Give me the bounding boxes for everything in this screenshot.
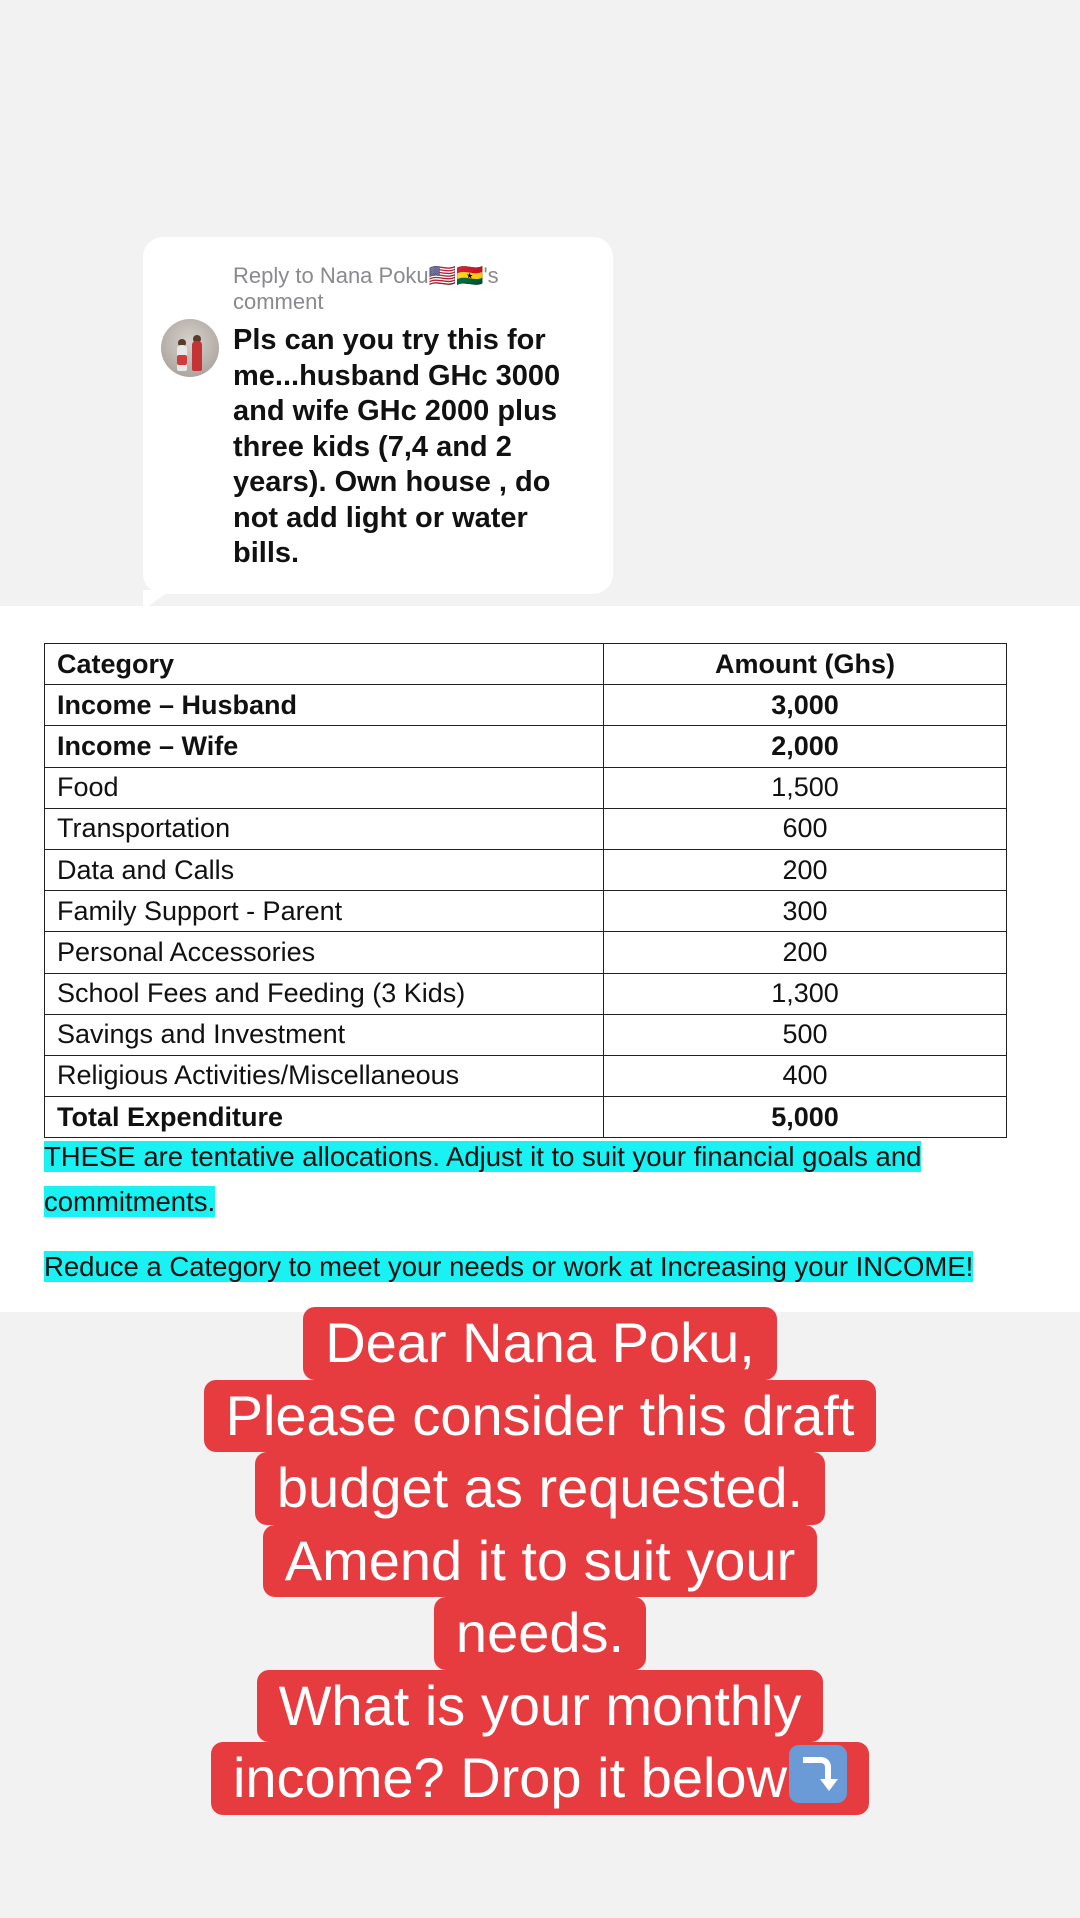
caption-line [0, 1742, 1080, 1815]
amount-cell: 1,500 [604, 767, 1007, 808]
category-cell: Food [45, 767, 604, 808]
caption-line [0, 1670, 1080, 1743]
amount-cell: 300 [604, 891, 1007, 932]
table-row [45, 932, 1007, 973]
caption-line [0, 1380, 1080, 1453]
table-row [45, 1014, 1007, 1055]
income-note [44, 1244, 1080, 1289]
category-cell: Income – Wife [45, 726, 604, 767]
column-header-amount: Amount (Ghs) [604, 644, 1007, 685]
table-row [45, 891, 1007, 932]
caption-line [0, 1307, 1080, 1380]
avatar-figure [192, 341, 202, 371]
category-cell: Savings and Investment [45, 1014, 604, 1055]
reply-header: Reply to Nana Poku🇺🇸🇬🇭's comment [233, 263, 499, 314]
table-row [45, 767, 1007, 808]
avatar-figure [177, 345, 187, 371]
category-cell: Income – Husband [45, 685, 604, 726]
amount-cell: 600 [604, 808, 1007, 849]
amount-cell: 5,000 [604, 1097, 1007, 1138]
table-header-row [45, 644, 1007, 685]
caption-overlay [0, 1307, 1080, 1815]
table-row [45, 1097, 1007, 1138]
caption-line [0, 1525, 1080, 1598]
amount-cell: 3,000 [604, 685, 1007, 726]
amount-cell: 400 [604, 1055, 1007, 1096]
income-note-text: Reduce a Category to meet your needs or work at Increasing your INCOME! [44, 1251, 974, 1282]
budget-table [44, 643, 1007, 1138]
category-cell: Personal Accessories [45, 932, 604, 973]
table-row [45, 726, 1007, 767]
category-cell: Total Expenditure [45, 1097, 604, 1138]
allocation-note [44, 1134, 1024, 1224]
caption-line [0, 1452, 1080, 1525]
amount-cell: 200 [604, 932, 1007, 973]
table-row [45, 808, 1007, 849]
caption-line-text: needs. [434, 1597, 646, 1670]
arrow-curving-down-icon [789, 1745, 847, 1803]
reply-comment-text: Pls can you try this for me...husband GHc 3000 and wife GHc 2000 plus three kids (7,4 and 2 years). Own house , do not add light or water bills. [233, 324, 561, 569]
reply-comment-card[interactable] [143, 237, 613, 594]
table-row [45, 1055, 1007, 1096]
caption-line-text: Please consider this draft [204, 1380, 877, 1453]
avatar[interactable] [161, 319, 219, 377]
amount-cell: 500 [604, 1014, 1007, 1055]
caption-line-last [211, 1742, 869, 1815]
category-cell: Data and Calls [45, 849, 604, 890]
table-row [45, 973, 1007, 1014]
allocation-note-text: THESE are tentative allocations. Adjust it to suit your financial goals and commitments. [44, 1141, 922, 1217]
caption-line [0, 1597, 1080, 1670]
caption-line-text: What is your monthly [257, 1670, 824, 1743]
caption-line-text: Dear Nana Poku, [303, 1307, 777, 1380]
column-header-category: Category [45, 644, 604, 685]
caption-line-text: budget as requested. [255, 1452, 825, 1525]
amount-cell: 2,000 [604, 726, 1007, 767]
caption-line-text: income? Drop it below [232, 1746, 788, 1809]
table-row [45, 685, 1007, 726]
budget-panel [0, 606, 1080, 1312]
category-cell: Transportation [45, 808, 604, 849]
table-row [45, 849, 1007, 890]
category-cell: School Fees and Feeding (3 Kids) [45, 973, 604, 1014]
amount-cell: 1,300 [604, 973, 1007, 1014]
category-cell: Family Support - Parent [45, 891, 604, 932]
caption-line-text: Amend it to suit your [263, 1525, 817, 1598]
category-cell: Religious Activities/Miscellaneous [45, 1055, 604, 1096]
amount-cell: 200 [604, 849, 1007, 890]
